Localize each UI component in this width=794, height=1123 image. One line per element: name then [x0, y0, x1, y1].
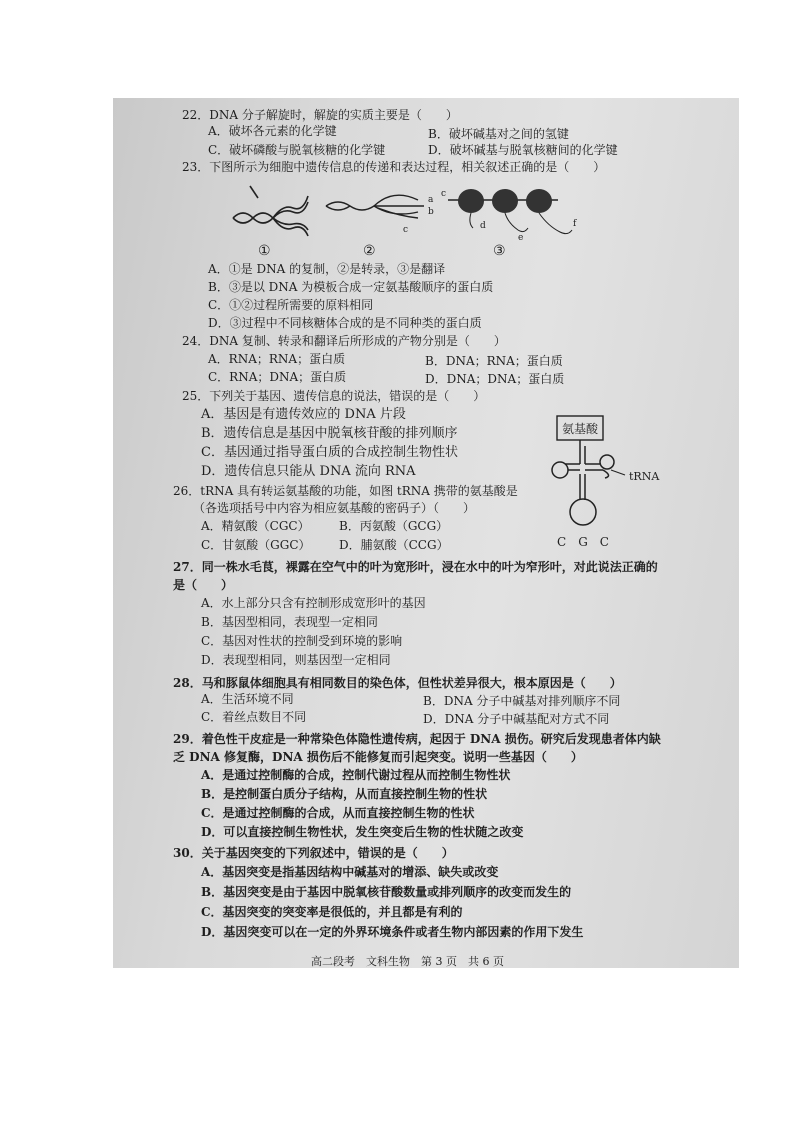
q25-option-d: D．遗传信息只能从 DNA 流向 RNA [201, 464, 416, 479]
q27-stem-2: 是（ ） [173, 578, 234, 592]
q24-option-c: C．RNA；DNA；蛋白质 [208, 370, 347, 384]
q25-option-a: A．基因是有遗传效应的 DNA 片段 [201, 407, 406, 422]
fig-number-1: ① [258, 243, 271, 259]
trna-label: tRNA [629, 470, 660, 483]
q29-option-c: C．是通过控制酶的合成，从而直接控制生物的性状 [201, 806, 475, 820]
q28-option-c: C．着丝点数目不同 [201, 710, 307, 724]
ribosome-3 [526, 189, 552, 213]
q27-stem: 27．同一株水毛茛，裸露在空气中的叶为宽形叶，浸在水中的叶为窄形叶，对此说法正确的 [173, 560, 658, 574]
label-e: e [518, 233, 524, 243]
q26-option-c: C．甘氨酸（GGC） [201, 538, 311, 552]
q22-option-a: A．破坏各元素的化学键 [208, 124, 337, 138]
q27-option-d: D．表现型相同，则基因型一定相同 [201, 653, 391, 667]
ribosome-1 [458, 189, 484, 213]
q22-option-b: B．破坏碱基对之间的氢键 [428, 127, 569, 141]
gene-expression-figure [228, 178, 588, 260]
q28-stem: 28．马和豚鼠体细胞具有相同数目的染色体，但性状差异很大，根本原因是（ ） [173, 676, 622, 690]
q28-option-d: D．DNA 分子中碱基配对方式不同 [423, 712, 610, 726]
ribosome-2 [492, 189, 518, 213]
replication-diagram [233, 186, 308, 236]
q22-option-d: D．破坏碱基与脱氧核糖间的化学键 [428, 143, 618, 157]
q22-option-c: C．破坏磷酸与脱氧核糖的化学键 [208, 143, 386, 157]
q29-option-b: B．是控制蛋白质分子结构，从而直接控制生物的性状 [201, 787, 488, 801]
q23-option-b: B．③是以 DNA 为模板合成一定氨基酸顺序的蛋白质 [208, 280, 494, 294]
q28-option-a: A．生活环境不同 [201, 692, 294, 706]
q24-stem: 24．DNA 复制、转录和翻译后所形成的产物分别是（ ） [182, 334, 506, 348]
q30-stem: 30．关于基因突变的下列叙述中，错误的是（ ） [173, 846, 454, 860]
q28-option-b: B．DNA 分子中碱基对排列顺序不同 [423, 694, 621, 708]
q26-option-a: A．精氨酸（CGC） [201, 519, 310, 533]
q27-option-a: A．水上部分只含有控制形成宽形叶的基因 [201, 596, 426, 610]
label-f: f [573, 219, 577, 229]
label-d: d [480, 221, 486, 231]
q30-option-a: A．基因突变是指基因结构中碱基对的增添、缺失或改变 [201, 865, 499, 879]
q26-stem: 26．tRNA 具有转运氨基酸的功能，如图 tRNA 携带的氨基酸是 [173, 484, 518, 498]
q23-stem: 23．下图所示为细胞中遗传信息的传递和表达过程，相关叙述正确的是（ ） [182, 160, 606, 174]
amino-acid-label: 氨基酸 [561, 422, 599, 436]
q24-option-a: A．RNA；RNA；蛋白质 [208, 352, 346, 366]
q24-option-d: D．DNA；DNA；蛋白质 [425, 372, 565, 386]
q26-option-d: D．脯氨酸（CCG） [339, 538, 449, 552]
q27-option-b: B．基因型相同，表现型一定相同 [201, 615, 378, 629]
fig-number-3: ③ [493, 243, 506, 259]
q25-stem: 25．下列关于基因、遗传信息的说法，错误的是（ ） [182, 389, 486, 403]
anticodon-label: C G C [557, 535, 609, 549]
page-footer: 高二段考 文科生物 第 3 页 共 6 页 [311, 955, 504, 968]
q25-option-c: C．基因通过指导蛋白质的合成控制生物性状 [201, 445, 458, 460]
q26-stem-2: （各选项括号中内容为相应氨基酸的密码子）（ ） [193, 501, 476, 515]
q29-stem: 29．着色性干皮症是一种常染色体隐性遗传病，起因于 DNA 损伤。研究后发现患者体内缺 [173, 732, 661, 746]
q24-option-b: B．DNA；RNA；蛋白质 [425, 354, 563, 368]
q29-stem-2: 乏 DNA 修复酶，DNA 损伤后不能修复而引起突变。说明一些基因（ ） [173, 750, 583, 764]
q29-option-d: D．可以直接控制生物性状，发生突变后生物的性状随之改变 [201, 825, 524, 839]
label-b: b [428, 207, 434, 217]
q30-option-b: B．基因突变是由于基因中脱氧核苷酸数量或排列顺序的改变而发生的 [201, 885, 572, 899]
q23-option-d: D．③过程中不同核糖体合成的是不同种类的蛋白质 [208, 316, 482, 330]
q23-option-c: C．①②过程所需要的原料相同 [208, 298, 374, 312]
label-c1: c [403, 225, 409, 235]
label-c2: c [441, 189, 447, 199]
transcription-diagram [326, 195, 424, 218]
q29-option-a: A．是通过控制酶的合成，控制代谢过程从而控制生物性状 [201, 768, 511, 782]
exam-page [113, 98, 739, 968]
q27-option-c: C．基因对性状的控制受到环境的影响 [201, 634, 403, 648]
q23-option-a: A．①是 DNA 的复制，②是转录，③是翻译 [208, 262, 446, 276]
q30-option-c: C．基因突变的突变率是很低的，并且都是有利的 [201, 905, 463, 919]
label-a: a [428, 195, 434, 205]
q30-option-d: D．基因突变可以在一定的外界环境条件或者生物内部因素的作用下发生 [201, 925, 584, 939]
q26-option-b: B．丙氨酸（GCG） [339, 519, 449, 533]
trna-figure [543, 412, 673, 552]
q25-option-b: B．遗传信息是基因中脱氧核苷酸的排列顺序 [201, 426, 458, 441]
q22-stem: 22．DNA 分子解旋时，解旋的实质主要是（ ） [182, 108, 458, 122]
translation-diagram [448, 189, 572, 234]
fig-number-2: ② [363, 243, 376, 259]
anticodon-loop [570, 499, 596, 525]
